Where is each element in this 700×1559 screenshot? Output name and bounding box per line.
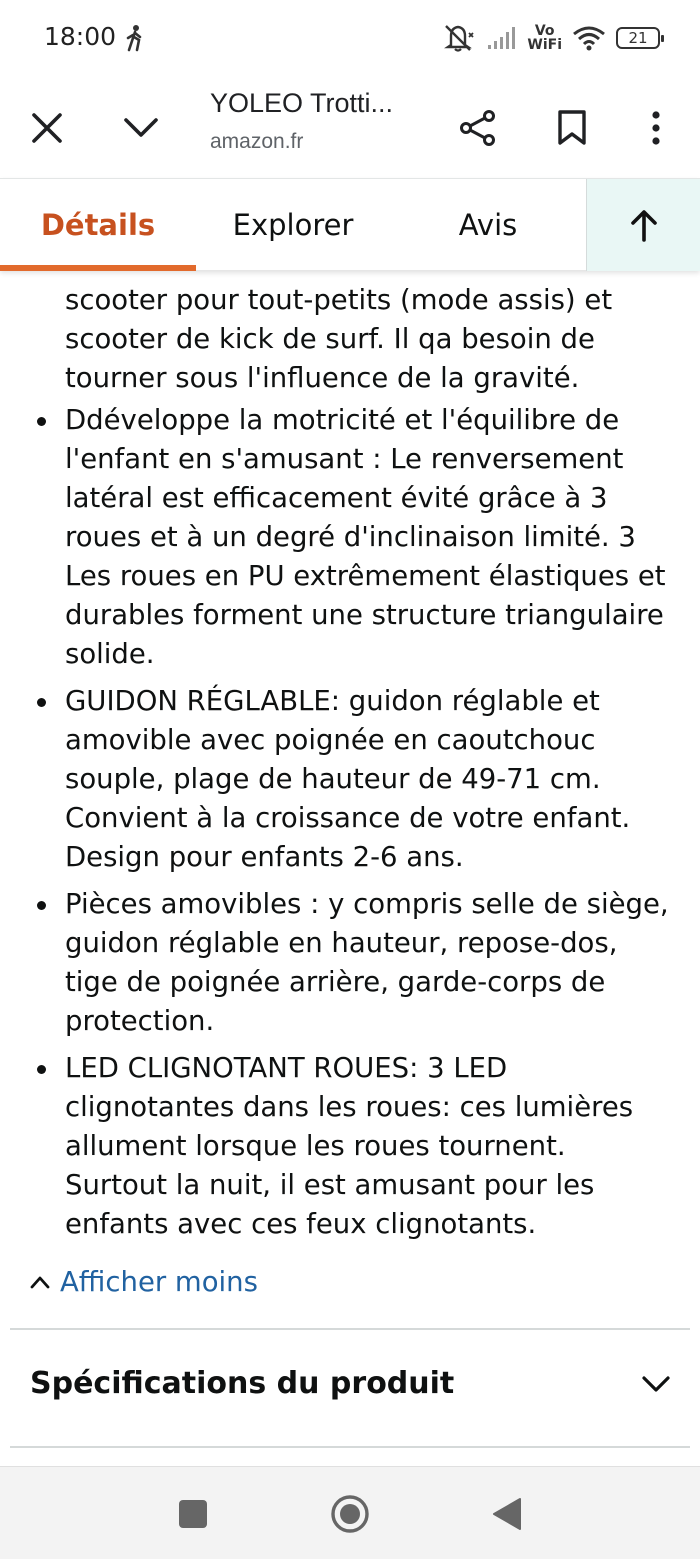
chevron-down-icon [123,116,159,140]
close-icon [30,111,64,145]
share-icon [459,109,497,147]
vowifi-line2: WiFi [527,37,562,53]
feature-bullet: Pièces amovibles : y compris selle de siège, guidon réglable en hauteur, repose-dos, tige de poignée arrière, garde-corps de protection. [0,885,700,1041]
status-time: 18:00 [44,22,117,51]
wifi-icon [572,25,606,51]
back-button[interactable] [482,1489,532,1539]
chevron-up-icon [30,1275,50,1289]
section-tabs [0,178,700,270]
show-less-link[interactable] [30,1264,258,1300]
show-less-label: Afficher moins [60,1266,258,1298]
recents-button[interactable] [168,1489,218,1539]
description-continued-text [65,270,675,398]
more-vert-icon [651,111,661,145]
scroll-to-top-button[interactable] [586,179,700,271]
active-tab-indicator [0,265,196,271]
product-description [0,270,700,1466]
product-specs-accordion[interactable] [0,1330,700,1446]
tab-details[interactable]: Détails [40,208,156,242]
arrow-up-icon [629,208,659,242]
status-icons [443,20,660,56]
status-bar [0,0,700,78]
feature-bullets [0,401,700,1252]
partial-paragraph: scooter pour tout-petits (mode assis) et scooter de kick de surf. Il qa besoin de tourner sous l'influence de la gravité. [65,284,613,394]
battery-level: 21 [628,29,648,47]
page-title[interactable]: YOLEO Trotti... [210,88,394,118]
divider [10,1446,690,1448]
close-button[interactable] [19,100,75,156]
bookmark-icon [557,110,587,146]
page-url[interactable]: amazon.fr [210,130,304,153]
mute-icon [443,23,477,53]
feature-bullet: GUIDON RÉGLABLE: guidon réglable et amovible avec poignée en caoutchouc souple, plage de hauteur de 49-71 cm. Convient à la croissance de votre enfant. Design pour enfants 2-6 ans. [0,682,700,877]
chevron-down-icon [640,1368,672,1400]
vowifi-indicator [527,24,562,52]
tab-reviews[interactable]: Avis [458,208,518,242]
bookmark-button[interactable] [544,100,600,156]
browser-toolbar [0,78,700,178]
signal-icon [487,26,517,50]
square-icon [178,1499,208,1529]
battery-indicator [616,27,660,49]
feature-bullet: Ddéveloppe la motricité et l'équilibre de l'enfant en s'amusant : Le renversement latéral est efficacement évité grâce à 3 roues et à un degré d'inclinaison limité. 3 Les roues en PU extrêmement élastiques et durables forment une structure triangulaire solide. [0,401,700,674]
circle-icon [330,1494,370,1534]
walking-icon [124,24,146,52]
share-button[interactable] [450,100,506,156]
tab-explore[interactable]: Explorer [232,208,354,242]
home-button[interactable] [325,1489,375,1539]
vowifi-line1: Vo [534,23,555,39]
collapse-button[interactable] [113,100,169,156]
triangle-back-icon [492,1497,522,1531]
more-menu-button[interactable] [628,100,684,156]
feature-bullet: LED CLIGNOTANT ROUES: 3 LED clignotantes dans les roues: ces lumières allument lorsque les roues tournent. Surtout la nuit, il est amusant pour les enfants avec ces feux clignotants. [0,1049,700,1244]
system-navigation-bar [0,1466,700,1559]
specs-heading: Spécifications du produit [30,1366,455,1401]
